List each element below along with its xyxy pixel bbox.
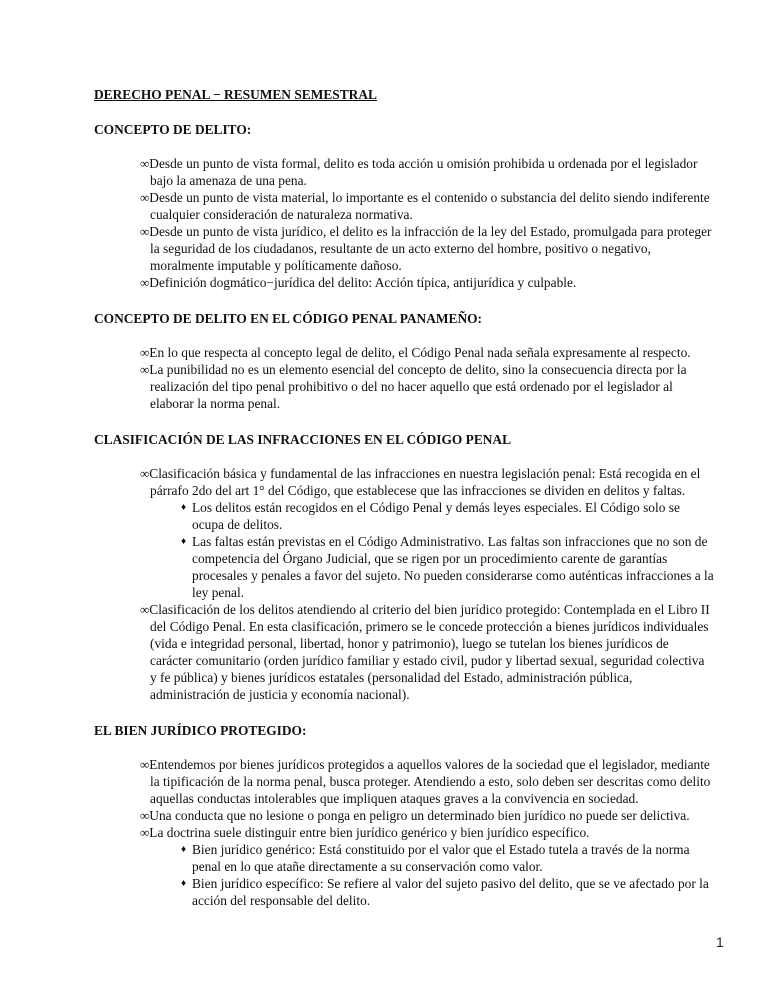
infinity-bullet-icon: ∞ — [140, 275, 150, 290]
diamond-bullet-icon: ♦ — [181, 878, 187, 889]
infinity-bullet-icon: ∞ — [140, 156, 150, 171]
bullet-list — [94, 155, 714, 291]
sub-list-item — [181, 841, 714, 875]
list-item — [140, 807, 714, 824]
list-item — [140, 223, 714, 274]
section-heading: EL BIEN JURÍDICO PROTEGIDO: — [94, 723, 307, 738]
bullet-list — [94, 465, 714, 703]
bullet-list — [94, 756, 714, 909]
section-codigo-penal-panameno — [94, 310, 714, 412]
sub-bullet-list — [150, 499, 714, 601]
list-item-text: La doctrina suele distinguir entre bien jurídico genérico y bien jurídico específico. — [149, 825, 590, 840]
infinity-bullet-icon: ∞ — [140, 466, 150, 481]
list-item — [140, 344, 714, 361]
infinity-bullet-icon: ∞ — [140, 190, 150, 205]
diamond-bullet-icon: ♦ — [181, 844, 187, 855]
section-clasificacion-infracciones — [94, 431, 714, 703]
list-item — [140, 189, 714, 223]
infinity-bullet-icon: ∞ — [140, 757, 150, 772]
sub-list-item-text: Las faltas están previstas en el Código Administrativo. Las faltas son infracciones que no son de competencia del Órgano Judicial, que se rigen por un procedimiento carente de garantías procesales y penales a favor del sujeto. No pueden considerarse como auténticas infracciones a la ley penal. — [192, 534, 714, 600]
infinity-bullet-icon: ∞ — [140, 362, 150, 377]
page-number: 1 — [716, 934, 724, 950]
list-item-text: Desde un punto de vista material, lo importante es el contenido o substancia del delito siendo indiferente cualquier consideración de naturaleza normativa. — [149, 190, 710, 222]
sub-list-item-text: Bien jurídico específico: Se refiere al valor del sujeto pasivo del delito, que se ve afectado por la acción del responsable del delito. — [192, 876, 709, 908]
list-item-text: Desde un punto de vista formal, delito es toda acción u omisión prohibida u ordenada por el legislador bajo la amenaza de una pena. — [149, 156, 698, 188]
infinity-bullet-icon: ∞ — [140, 825, 150, 840]
list-item — [140, 601, 714, 703]
infinity-bullet-icon: ∞ — [140, 808, 150, 823]
document-title: DERECHO PENAL − RESUMEN SEMESTRAL — [94, 87, 377, 102]
diamond-bullet-icon: ♦ — [181, 502, 187, 513]
list-item-text: Clasificación básica y fundamental de las infracciones en nuestra legislación penal: Está recogida en el párrafo 2do del art 1° del Código, que establecese que las infracciones se dividen en delitos y faltas. — [149, 466, 701, 498]
list-item-text: La punibilidad no es un elemento esencial del concepto de delito, sino la consecuencia directa por la realización del tipo penal prohibitivo o del no hacer aquello que está ordenado por el legislador al elaborar la norma penal. — [149, 362, 687, 411]
infinity-bullet-icon: ∞ — [140, 345, 150, 360]
list-item-text: Una conducta que no lesione o ponga en peligro un determinado bien jurídico no puede ser delictiva. — [149, 808, 690, 823]
infinity-bullet-icon: ∞ — [140, 224, 150, 239]
document-page — [94, 86, 714, 928]
list-item — [140, 361, 714, 412]
list-item — [140, 155, 714, 189]
list-item-text: Desde un punto de vista jurídico, el delito es la infracción de la ley del Estado, promulgada para proteger la seguridad de los ciudadanos, resultante de un acto externo del hombre, positivo o negativo, moralmente imputable y políticamente dañoso. — [149, 224, 712, 273]
list-item — [140, 274, 714, 291]
list-item-text: Entendemos por bienes jurídicos protegidos a aquellos valores de la sociedad que el legislador, mediante la tipificación de la norma penal, busca proteger. Atendiendo a esto, solo deben ser descritas como delito aquellas conductas intolerables que impliquen ataques graves a la convivencia en sociedad. — [149, 757, 711, 806]
sub-list-item — [181, 533, 714, 601]
section-heading: CLASIFICACIÓN DE LAS INFRACCIONES EN EL CÓDIGO PENAL — [94, 432, 512, 447]
list-item — [140, 465, 714, 601]
list-item-text: Definición dogmático−jurídica del delito: Acción típica, antijurídica y culpable. — [149, 275, 577, 290]
list-item-text: Clasificación de los delitos atendiendo al criterio del bien jurídico protegido: Contemplada en el Libro II del Código Penal. En esta clasificación, primero se le concede protección a bienes jurídicos individuales (vida e integridad personal, libertad, honor y patrimonio), luego se tutelan los bienes jurídicos de carácter comunitario (orden jurídico familiar y estado civil, pudor y libertad sexual, seguridad colectiva y fe pública) y bienes jurídicos estatales (personalidad del Estado, administración pública, administración de justicia y economía nacional). — [149, 602, 710, 702]
section-heading: CONCEPTO DE DELITO: — [94, 122, 252, 137]
diamond-bullet-icon: ♦ — [181, 536, 187, 547]
infinity-bullet-icon: ∞ — [140, 602, 150, 617]
section-bien-juridico-protegido — [94, 722, 714, 909]
sub-bullet-list — [150, 841, 714, 909]
bullet-list — [94, 344, 714, 412]
sub-list-item — [181, 499, 714, 533]
sub-list-item-text: Bien jurídico genérico: Está constituido por el valor que el Estado tutela a través de la norma penal en lo que atañe directamente a su conservación como valor. — [192, 842, 690, 874]
sub-list-item — [181, 875, 714, 909]
list-item — [140, 756, 714, 807]
section-heading: CONCEPTO DE DELITO EN EL CÓDIGO PENAL PANAMEÑO: — [94, 311, 483, 326]
list-item — [140, 824, 714, 909]
section-concepto-de-delito — [94, 121, 714, 291]
list-item-text: En lo que respecta al concepto legal de delito, el Código Penal nada señala expresamente al respecto. — [149, 345, 691, 360]
sub-list-item-text: Los delitos están recogidos en el Código Penal y demás leyes especiales. El Código solo se ocupa de delitos. — [192, 500, 680, 532]
